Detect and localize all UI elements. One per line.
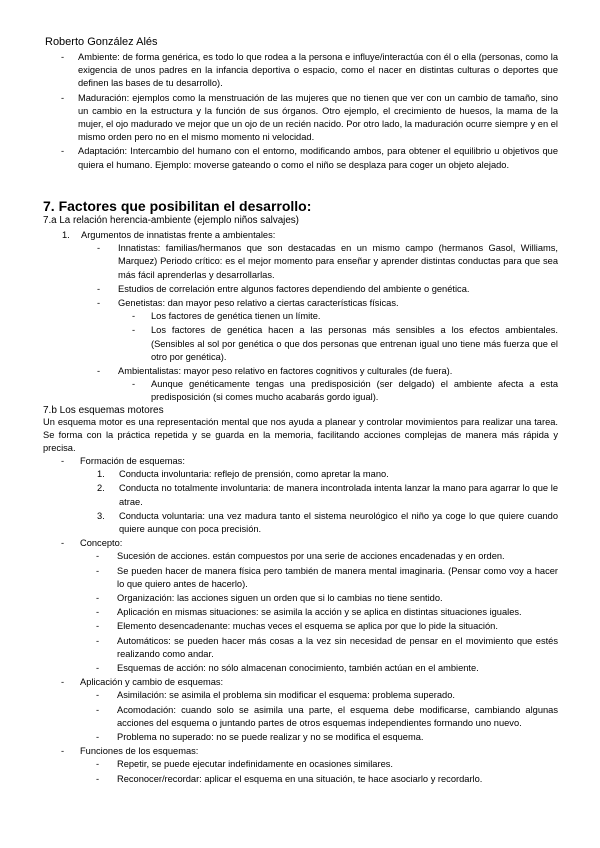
section-7-heading: 7. Factores que posibilitan el desarrollo: [43, 198, 312, 214]
concepto-title: Concepto: [80, 538, 123, 549]
ambientalistas-sublist [97, 378, 558, 404]
list-item [97, 283, 558, 296]
bullet-dash: - [61, 538, 65, 549]
concepto-item-text: Sucesión de acciones. están compuestos por una serie de acciones encadenadas y en orden. [117, 551, 505, 562]
bullet-dash: - [96, 635, 100, 646]
bullet-dash: - [132, 311, 136, 322]
adaptacion-text: Adaptación: Intercambio del humano con el entorno, modificando ambos, para obtener el equilibrio u objetivos que quiera el humano. Ejemplo: moverse gateando o como el niño se desplaza para coger un objeto alejado. [78, 146, 558, 170]
bullet-dash: - [96, 690, 100, 701]
list-item [132, 378, 558, 404]
genetica-limite-text: Los factores de genética tienen un límite. [151, 311, 321, 322]
list-item [61, 145, 558, 171]
section-7b-heading: 7.b Los esquemas motores [43, 405, 164, 416]
concepto-item-text: Automáticos: se pueden hacer más cosas a la vez sin necesidad de pensar en el movimiento que estés realizando como andar. [117, 635, 558, 659]
bullet-dash: - [96, 663, 100, 674]
bullet-dash: - [96, 593, 100, 604]
numbered-item [97, 468, 558, 481]
ambientalistas-text: Ambientalistas: mayor peso relativo en factores cognitivos y culturales (de fuera). [118, 366, 453, 377]
author-name: Roberto González Alés [45, 36, 158, 48]
concepto-item-text: Organización: las acciones siguen un orden que si lo cambias no tiene sentido. [117, 593, 443, 604]
list-item [96, 689, 558, 702]
concepto-item-text: Se pueden hacer de manera física pero también de manera mental imaginaria. (Pensar como voy a hacer lo que quiero antes de hacerlo). [117, 565, 558, 589]
argumentos-sublist [62, 242, 558, 404]
list-item [96, 731, 558, 744]
list-item [96, 592, 558, 605]
innatistas-text: Innatistas: familias/hermanos que son destacadas en un mismo campo (hermanos Gasol, Williams, Marquez) Periodo crítico: es el mejor momento para enseñar y aprender distintas conductas para que sea más fácil aprenderlas y desarrollarlas. [118, 243, 558, 280]
esquema-motor-paragraph: Un esquema motor es una representación mental que nos ayuda a planear y controlar movimientos para realizar una tarea. Se forma con la práctica repetida y se guarda en la memoria, facilitando acciones complejas de manera más rápida y precisa. [43, 417, 558, 454]
item-number: 1. [62, 230, 70, 240]
list-item [132, 324, 558, 364]
numbered-item [97, 482, 558, 508]
bullet-dash: - [96, 565, 100, 576]
list-item [61, 92, 558, 145]
bullet-dash: - [96, 704, 100, 715]
genetistas-text: Genetistas: dan mayor peso relativo a ciertas características físicas. [118, 298, 399, 309]
item-number: 3. [97, 510, 105, 521]
funciones-item-text: Repetir, se puede ejecutar indefinidamente en ocasiones similares. [117, 759, 393, 770]
funciones-item-text: Reconocer/recordar: aplicar el esquema en una situación, te hace asociarlo y recordarlo. [117, 773, 483, 784]
list-item [96, 635, 558, 661]
bullet-dash: - [97, 298, 101, 309]
list-item [96, 773, 558, 786]
list-item [61, 537, 558, 550]
list-item [96, 758, 558, 771]
list-item [96, 606, 558, 619]
list-item [132, 310, 558, 323]
numbered-item [62, 229, 558, 242]
list-item [96, 565, 558, 591]
aplicacion-item-text: Problema no superado: no se puede realizar y no se modifica el esquema. [117, 732, 424, 743]
list-item [61, 455, 558, 468]
aplicacion-item-text: Asimilación: se asimila el problema sin modificar el esquema: problema superado. [117, 690, 455, 701]
predisposicion-text: Aunque genéticamente tengas una predisposición (ser delgado) el ambiente afecta a esta predisposición (si comes mucho acabarás gordo igual). [151, 379, 558, 403]
list-item [97, 242, 558, 282]
funciones-sublist [61, 758, 558, 785]
maduracion-text: Maduración: ejemplos como la menstruación de las mujeres que no tienen que ver con un cambio de tamaño, sino un cambio en la estructura y la función de sus órganos. Otro ejemplo, el crecimiento de huesos, la mama de la mujer, el ojo madurado ve mejor que un ojo de un recién nacido. Por otro lado, la maduración ocurre siempre y en el mismo orden pero no en el mismo momento ni velocidad. [78, 92, 558, 143]
list-item [97, 297, 558, 310]
list-item [61, 676, 558, 689]
funciones-title: Funciones de los esquemas: [80, 746, 199, 757]
bullet-dash: - [96, 607, 100, 618]
bullet-dash: - [97, 366, 101, 377]
list-item [61, 745, 558, 758]
bullet-dash: - [61, 746, 65, 757]
section-7b-list [61, 455, 558, 786]
bullet-dash: - [97, 283, 101, 294]
genetica-sensibles-text: Los factores de genética hacen a las personas más sensibles a los efectos ambientales. (Sensibles al sol por genética o que dos personas que entrenan igual uno tiene más fuerza que el otro por genética). [151, 325, 558, 362]
intro-list [61, 51, 558, 172]
argumentos-text: Argumentos de innatistas frente a ambientales: [81, 230, 276, 240]
list-item [96, 550, 558, 563]
concepto-sublist [61, 550, 558, 675]
bullet-dash: - [61, 146, 65, 157]
bullet-dash: - [96, 759, 100, 770]
estudios-text: Estudios de correlación entre algunos factores dependiendo del ambiente o genética. [118, 283, 470, 294]
item-number: 1. [97, 469, 105, 480]
bullet-dash: - [132, 325, 136, 336]
bullet-dash: - [96, 732, 100, 743]
aplicacion-sublist [61, 689, 558, 744]
list-item [96, 704, 558, 730]
genetistas-sublist [97, 310, 558, 364]
section-7a-heading: 7.a La relación herencia-ambiente (ejemplo niños salvajes) [43, 215, 299, 226]
bullet-dash: - [61, 92, 65, 103]
list-item [61, 51, 558, 91]
concepto-item-text: Elemento desencadenante: muchas veces el esquema se aplica por que lo pide la situación. [117, 621, 498, 632]
concepto-item-text: Aplicación en mismas situaciones: se asimila la acción y se aplica en distintas situaciones iguales. [117, 607, 522, 618]
formacion-title: Formación de esquemas: [80, 456, 185, 466]
formacion-sublist [61, 468, 558, 536]
numbered-item [97, 510, 558, 536]
aplicacion-title: Aplicación y cambio de esquemas: [80, 677, 224, 688]
formacion-item-text: Conducta involuntaria: reflejo de prensión, como apretar la mano. [119, 469, 389, 480]
bullet-dash: - [61, 52, 65, 62]
bullet-dash: - [61, 677, 65, 688]
list-item [97, 365, 558, 378]
bullet-dash: - [96, 551, 100, 562]
list-item [96, 662, 558, 675]
bullet-dash: - [132, 379, 136, 390]
bullet-dash: - [96, 621, 100, 632]
ambiente-text: Ambiente: de forma genérica, es todo lo que rodea a la persona e influye/interactúa con él o ella (personas, como la exigencia de unos padres en la infancia deportiva o espacio, como el nacer en distintas culturas o deportes que definen las bases de tu desarrollo). [78, 52, 558, 89]
formacion-item-text: Conducta voluntaria: una vez madura tanto el sistema neurológico el niño ya coge lo que quiere cuando quiere aunque con poca precisión. [119, 510, 558, 535]
bullet-dash: - [96, 773, 100, 784]
bullet-dash: - [61, 456, 65, 466]
concepto-item-text: Esquemas de acción: no sólo almacenan conocimiento, también actúan en el ambiente. [117, 663, 479, 674]
bullet-dash: - [97, 243, 101, 254]
section-7a-list [62, 229, 558, 405]
aplicacion-item-text: Acomodación: cuando solo se asimila una parte, el esquema debe modificarse, cambiando algunas acciones del esquema o juntando partes de otros esquemas independientes formando uno nuevo. [117, 704, 558, 728]
item-number: 2. [97, 483, 105, 494]
formacion-item-text: Conducta no totalmente involuntaria: de manera incontrolada intenta lanzar la mano para agarrar lo que le atrae. [119, 483, 558, 507]
list-item [96, 620, 558, 633]
